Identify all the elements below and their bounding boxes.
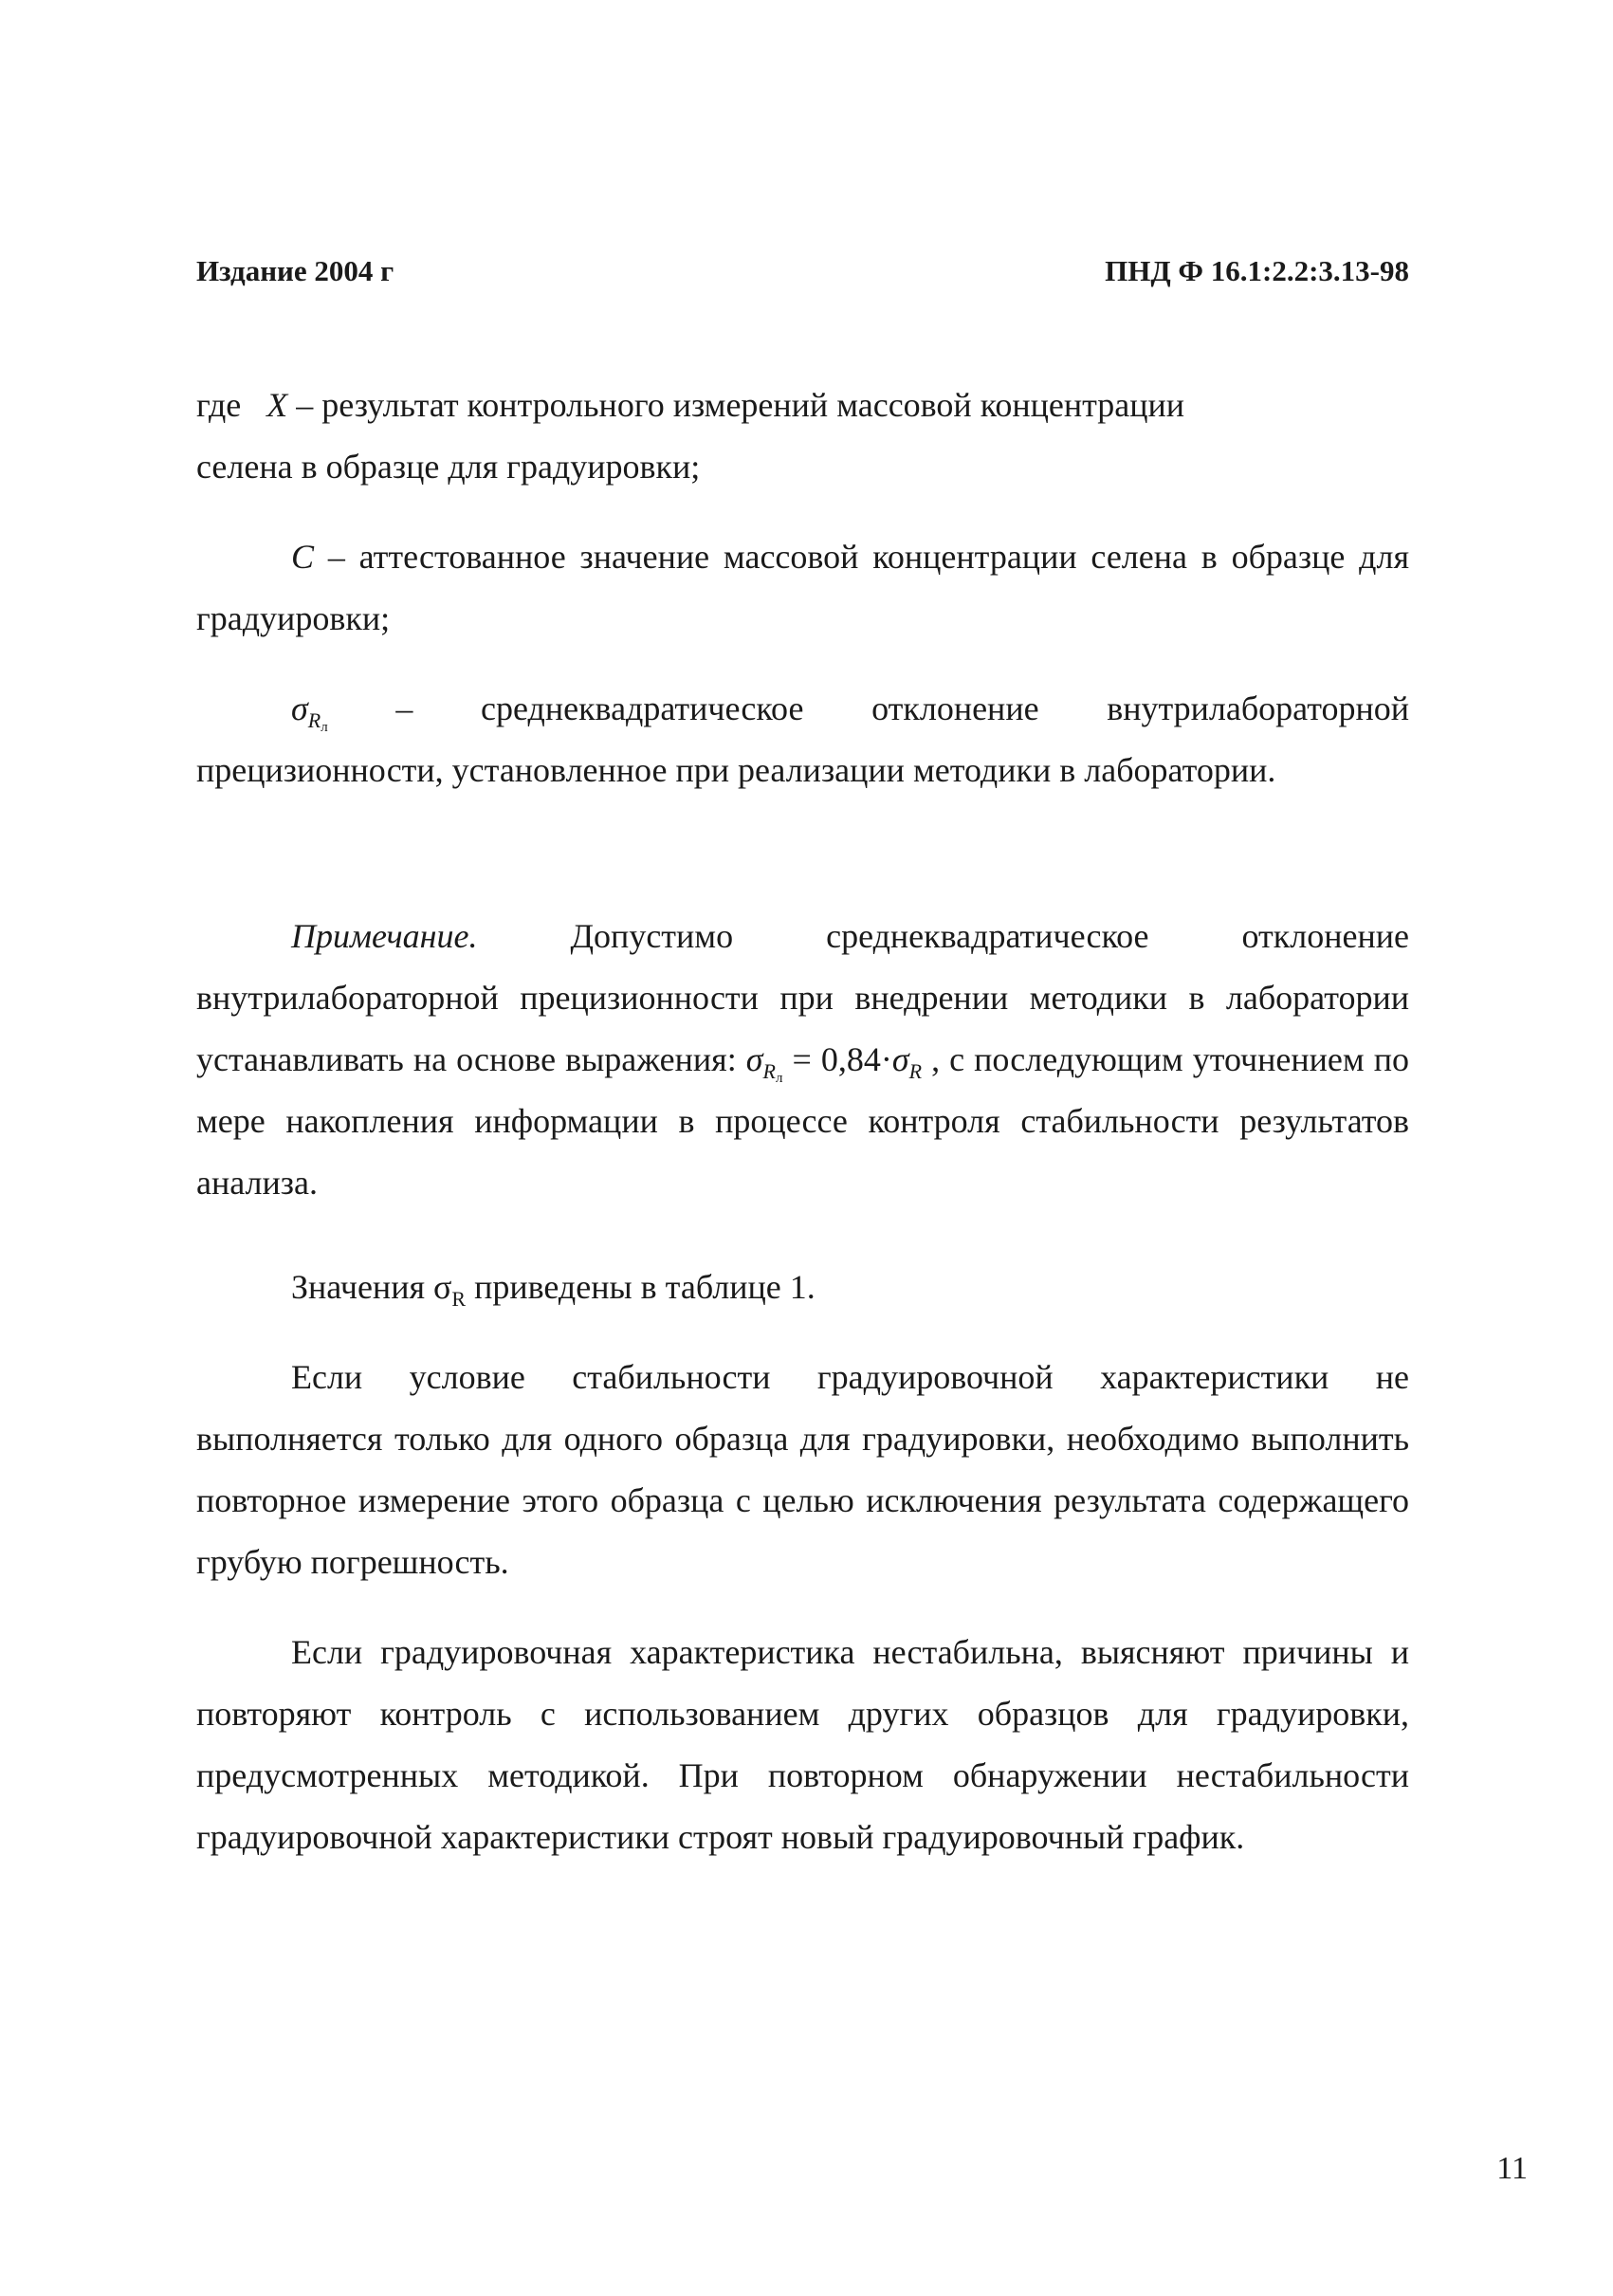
formula-lhs-sub: R: [762, 1059, 776, 1083]
values-line: [196, 1257, 1409, 1318]
edition-label: Издание 2004 г: [196, 254, 394, 287]
x-definition-line2: селена в образце для градуировки;: [196, 448, 701, 486]
note-text-1: Допустимо среднеквадратическое отклонение внутрилабораторной прецизионности при внедрении методики в лаборатории устанавливать на основе выражения:: [196, 917, 1409, 1078]
sigma-symbol: σ: [291, 689, 308, 727]
definition-c: [196, 526, 1409, 650]
formula-rhs-symbol: σ: [891, 1040, 909, 1078]
page-header: [196, 254, 1409, 292]
note-label: Примечание.: [291, 917, 478, 955]
note-text-2: , с последующим уточнением по мере накопления информации в процессе контроля стабильности результатов анализа.: [196, 1040, 1409, 1202]
values-sigma-sub: R: [451, 1287, 467, 1311]
c-definition: – аттестованное значение массовой концентрации селена в образце для градуировки;: [196, 538, 1410, 637]
values-post: приведены в таблице 1.: [466, 1268, 816, 1306]
values-sigma: σ: [433, 1268, 452, 1306]
page-number: 11: [1496, 2151, 1528, 2186]
definition-sigma: [196, 678, 1409, 801]
x-definition-line1: – результат контрольного измерений массовой концентрации: [296, 386, 1185, 424]
paragraph-2: [196, 1622, 1409, 1868]
paragraph-1-text: Если условие стабильности градуировочной характеристики не выполняется только для одного образца для градуировки, необходимо выполнить повторное измерение этого образца с целью исключения результата содержащего грубую погрешность.: [196, 1358, 1409, 1581]
formula-lhs-symbol: σ: [745, 1040, 763, 1078]
sigma-sub: R: [307, 708, 321, 732]
x-symbol: X: [266, 386, 288, 424]
values-pre: Значения: [291, 1268, 434, 1306]
paragraph-1: [196, 1347, 1409, 1593]
definition-x: [196, 375, 1409, 498]
sigma-subsub: л: [321, 720, 328, 735]
paragraph-2-text: Если градуировочная характеристика нестабильна, выясняют причины и повторяют контроль с использованием других образцов для градуировки, предусмотренных методикой. При повторном обнаружении нестабильности градуировочной характеристики строят новый градуировочный график.: [196, 1633, 1409, 1856]
formula-lhs-subsub: л: [775, 1071, 783, 1086]
where-word: где: [196, 386, 242, 424]
formula-eq: =: [782, 1040, 821, 1078]
note-block: [196, 906, 1409, 1214]
formula-coef: 0,84·: [820, 1040, 892, 1078]
formula-rhs-sub: R: [908, 1059, 923, 1083]
c-symbol: C: [291, 538, 315, 576]
document-code: ПНД Ф 16.1:2.2:3.13-98: [1105, 254, 1409, 287]
sigma-definition: – среднеквадратическое отклонение внутрилабораторной прецизионности, установленное при реализации методики в лаборатории.: [196, 689, 1410, 789]
